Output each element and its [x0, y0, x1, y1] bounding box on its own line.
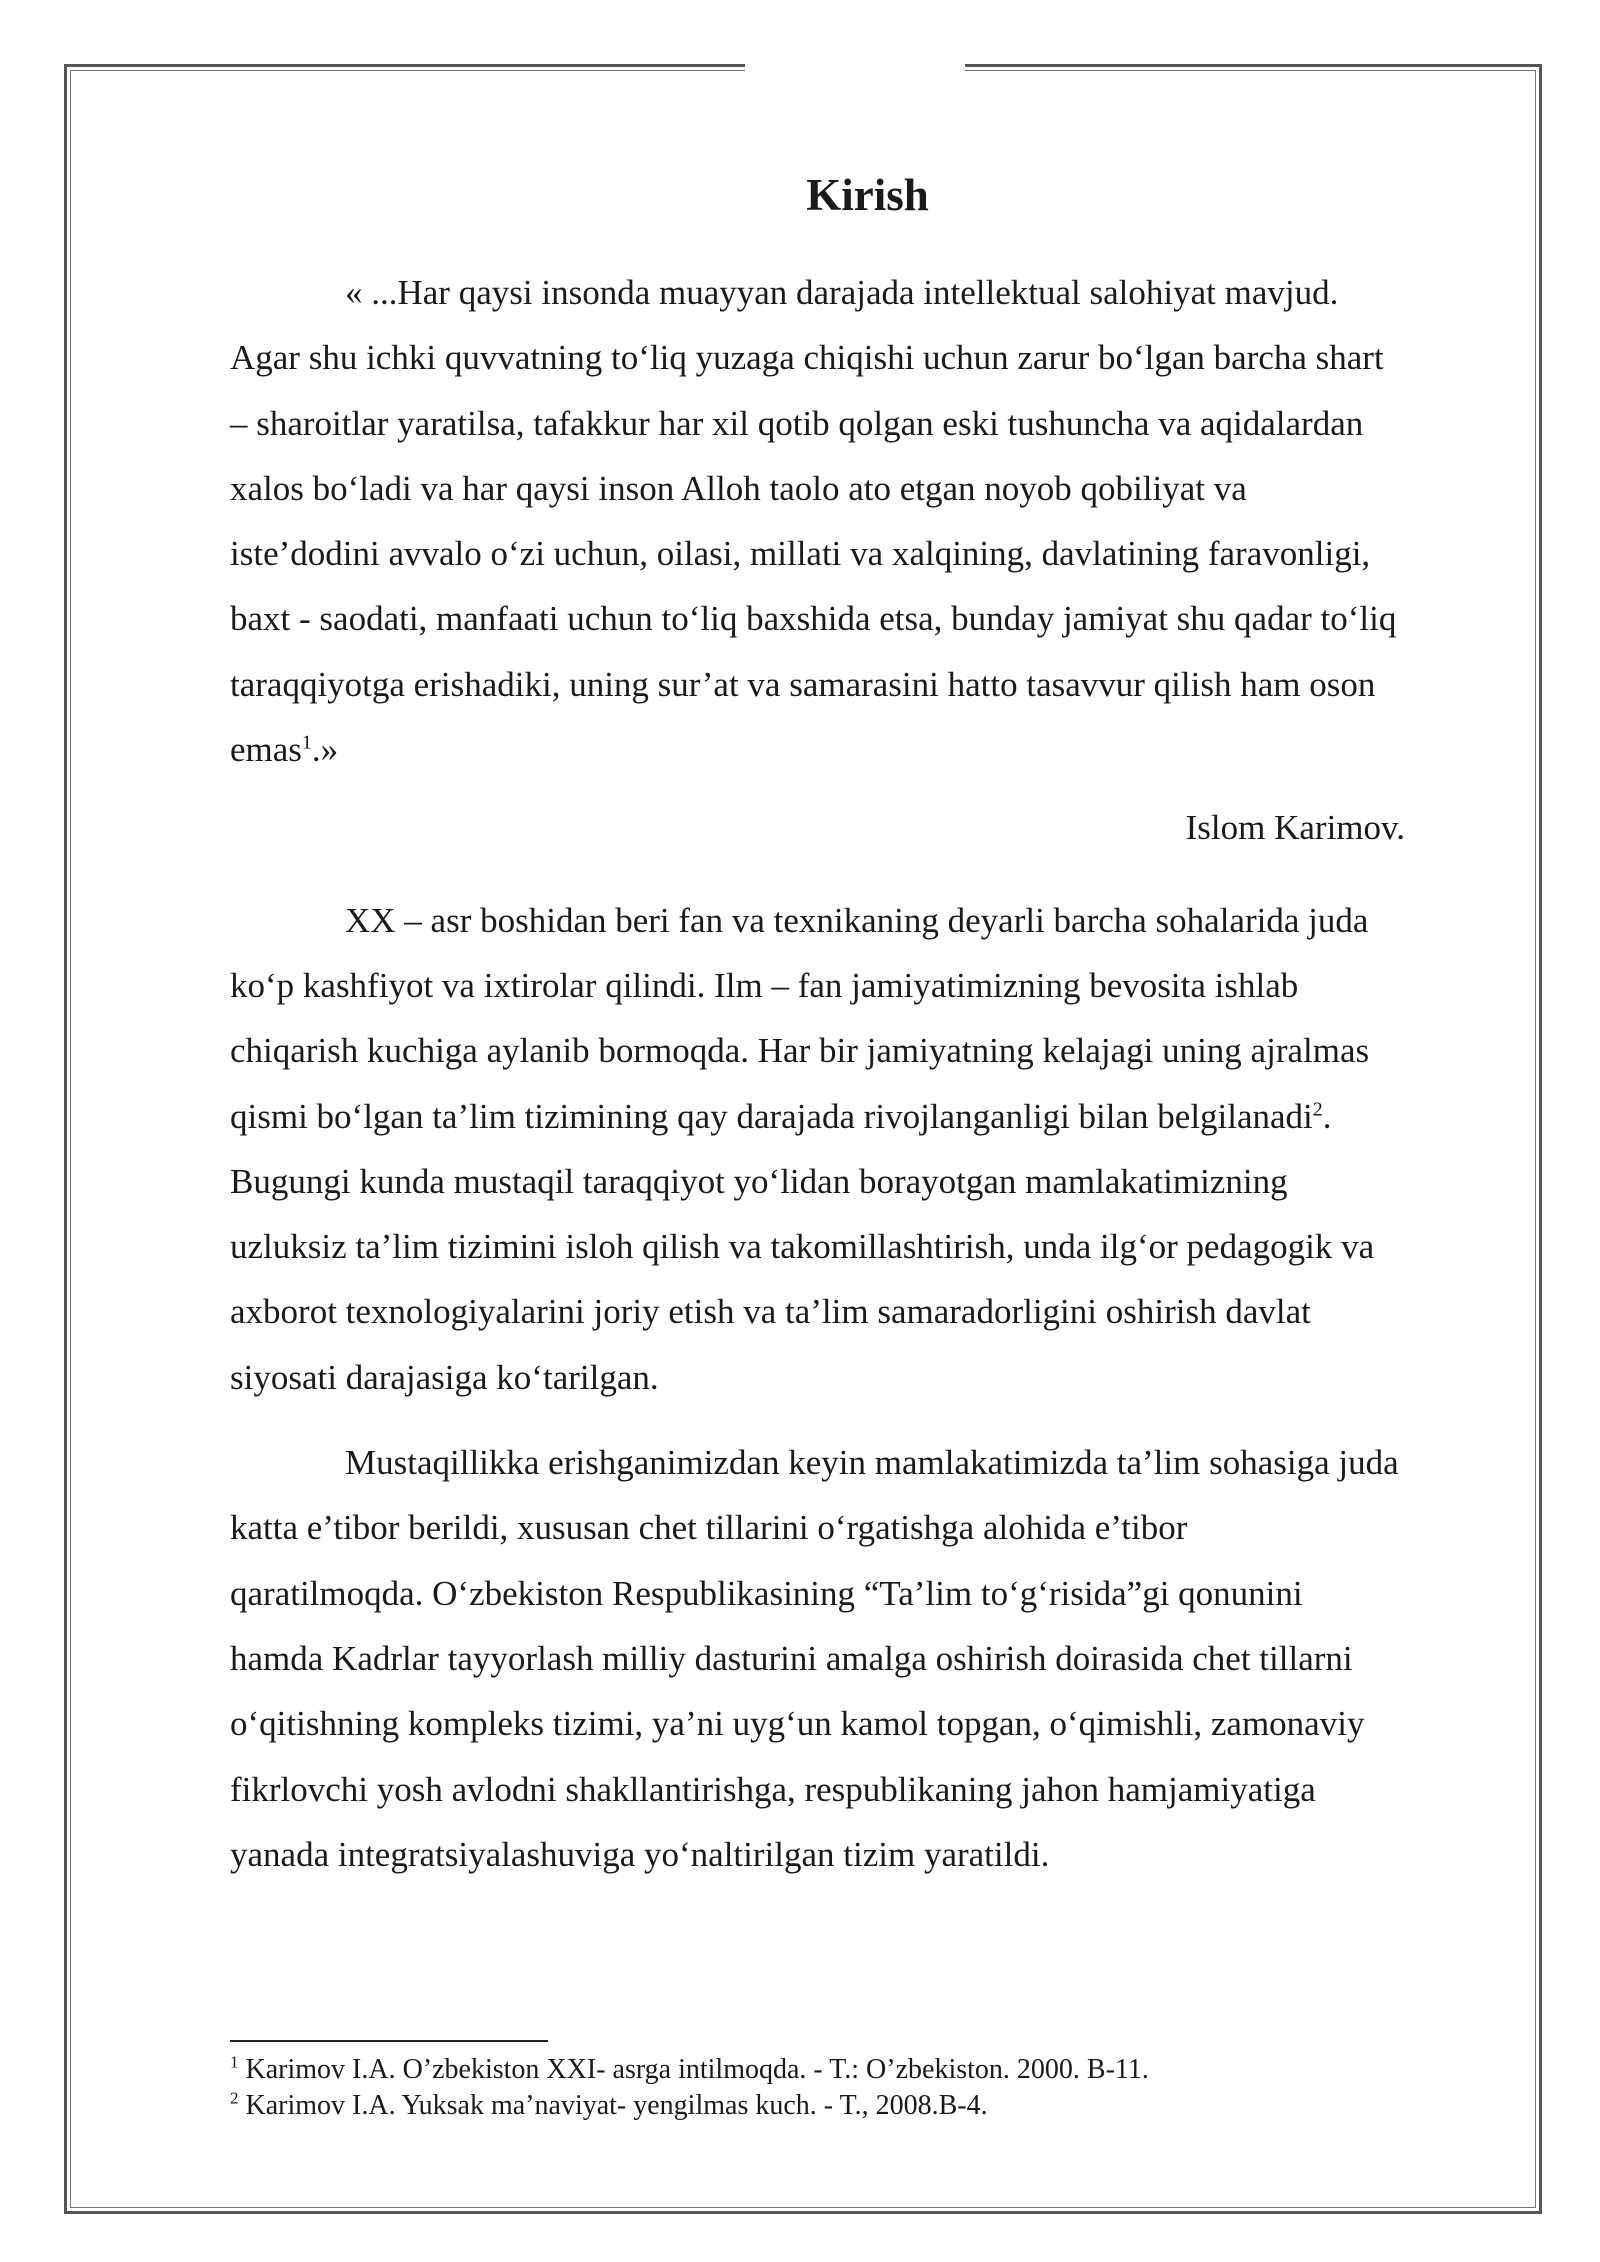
paragraph-line: ko‘p kashfiyot va ixtirolar qilindi. Ilm – fan jamiyatimizning bevosita ishlab	[230, 965, 1299, 1005]
footnote-1	[230, 2052, 1505, 2088]
quote-paragraph	[230, 260, 1505, 782]
paragraph-line: axborot texnologiyalarini joriy etish va ta’lim samaradorligini oshirish davlat	[230, 1292, 1311, 1332]
quote-author: Islom Karimov.	[1185, 808, 1405, 848]
paragraph-line: o‘qitishning kompleks tizimi, ya’ni uyg‘un kamol topgan, o‘qimishli, zamonaviy	[230, 1704, 1365, 1744]
body-paragraph-1	[230, 888, 1505, 1410]
quote-line: – sharoitlar yaratilsa, tafakkur har xil qotib qolgan eski tushuncha va aqidalardan	[230, 403, 1364, 443]
paragraph-line: qaratilmoqda. O‘zbekiston Respublikasining “Ta’lim to‘g‘risida”gi qonunini	[230, 1573, 1303, 1613]
paragraph-line: yanada integratsiyalashuviga yo‘naltirilgan tizim yaratildi.	[230, 1834, 1050, 1874]
quote-line: baxt - saodati, manfaati uchun to‘liq baxshida etsa, bunday jamiyat shu qadar to‘liq	[230, 599, 1397, 639]
footnote-text: Karimov I.A. Yuksak ma’naviyat- yengilmas kuch. - T., 2008.B-4.	[238, 2090, 988, 2121]
quote-line: iste’dodini avvalo o‘zi uchun, oilasi, millati va xalqining, davlatining faravonligi,	[230, 534, 1371, 574]
page-content	[230, 160, 1505, 1887]
page-frame-gap	[745, 58, 965, 78]
quote-line: taraqqiyotga erishadiki, uning sur’at va samarasini hatto tasavvur qilish ham oson	[230, 664, 1376, 704]
footnote-2	[230, 2088, 1505, 2124]
page-title: Kirish	[806, 170, 929, 220]
footnote-ref-1[interactable]: 1	[301, 731, 312, 754]
quote-closing: .»	[311, 730, 339, 770]
body-paragraph-2	[230, 1430, 1505, 1887]
quote-line: xalos bo‘ladi va har qaysi inson Alloh taolo ato etgan noyob qobiliyat va	[230, 468, 1247, 508]
paragraph-line: Mustaqillikka erishganimizdan keyin mamlakatimizda ta’lim sohasiga juda	[345, 1443, 1399, 1483]
paragraph-line: katta e’tibor berildi, xususan chet tillarini o‘rgatishga alohida e’tibor	[230, 1508, 1188, 1548]
paragraph-line: XX – asr boshidan beri fan va texnikaning deyarli barcha sohalarida juda	[345, 900, 1369, 940]
footnote-mark: 2	[230, 2088, 239, 2108]
quote-line: « ...Har qaysi insonda muayyan darajada intellektual salohiyat mavjud.	[345, 273, 1339, 312]
paragraph-line: siyosati darajasiga ko‘tarilgan.	[230, 1357, 659, 1397]
paragraph-line: uzluksiz ta’lim tizimini isloh qilish va takomillashtirish, unda ilg‘or pedagogik va	[230, 1227, 1375, 1267]
paragraph-line: chiqarish kuchiga aylanib bormoqda. Har bir jamiyatning kelajagi uning ajralmas	[230, 1031, 1370, 1071]
paragraph-line: qismi bo‘lgan ta’lim tizimining qay darajada rivojlanganligi bilan belgilanadi	[230, 1096, 1313, 1136]
footnotes-section	[230, 2040, 1505, 2124]
footnote-ref-2[interactable]: 2	[1312, 1097, 1323, 1120]
paragraph-line-end: .	[1322, 1096, 1332, 1136]
footnote-text: Karimov I.A. O’zbekiston XXI- asrga intilmoqda. - T.: O’zbekiston. 2000. B-11.	[238, 2054, 1149, 2085]
paragraph-line: Bugungi kunda mustaqil taraqqiyot yo‘lidan borayotgan mamlakatimizning	[230, 1161, 1288, 1201]
quote-line: emas	[230, 730, 302, 770]
footnote-separator	[230, 2040, 548, 2042]
paragraph-line: hamda Kadrlar tayyorlash milliy dasturini amalga oshirish doirasida chet tillarni	[230, 1638, 1353, 1678]
paragraph-line: fikrlovchi yosh avlodni shakllantirishga, respublikaning jahon hamjamiyatiga	[230, 1769, 1316, 1809]
footnote-mark: 1	[230, 2052, 239, 2072]
quote-line: Agar shu ichki quvvatning to‘liq yuzaga chiqishi uchun zarur bo‘lgan barcha shart	[230, 338, 1384, 378]
